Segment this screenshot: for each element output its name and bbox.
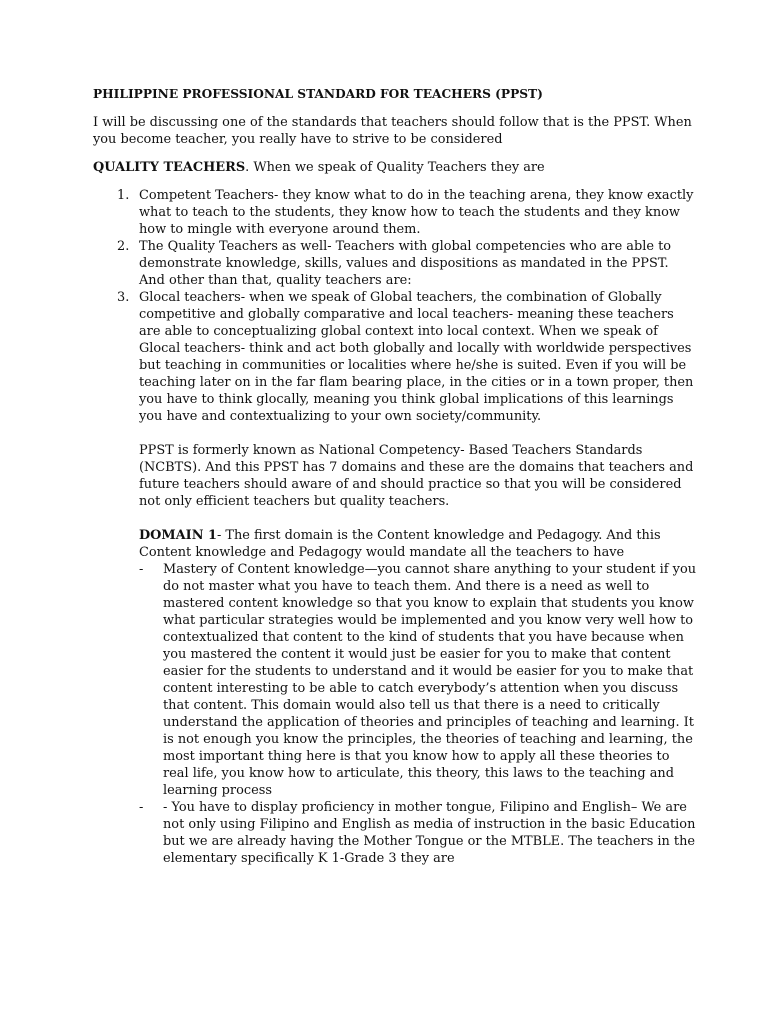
- list-item-text: Competent Teachers- they know what to do in the teaching arena, they know exactly what to teach to the students, they know how to teach the students and they know how to mingle with everyone around them.: [139, 188, 694, 237]
- quality-teachers-line: [93, 159, 698, 176]
- spacer: [139, 510, 698, 527]
- list-item-text: Glocal teachers- when we speak of Global teachers, the combination of Globally competitive and globally comparative and local teachers- meaning these teachers are able to conceptualizing global context into local context. When we speak of: [139, 290, 674, 339]
- bullet-text: Mastery of Content knowledge—you cannot share anything to your student if you do not master what you have to teach them. And there is a need as well to mastered content knowledge so that you know to explain that students you know what particular strategies would be implemented and you know very well how to contextualized that content to the kind of students that you have because when you mastered the content it would just be easier for you to make that content easier for the students to understand and it would be easier for you to make that content interesting to be able to catch everybody’s attention when you discuss that content. This domain would also tell us that there is a need to critically understand the application of theories and principles of teaching and learning. It is not enough you know the principles, the theories of teaching and learning, the most important thing here is that you know how to apply all these theories to real life, you know how to articulate, this theory, this laws to the teaching and learning process: [163, 562, 697, 798]
- bullet-dash: -: [139, 562, 144, 577]
- list-item: [93, 238, 698, 289]
- list-item-number: 2.: [117, 239, 130, 254]
- list-item: [93, 289, 698, 867]
- quality-teachers-list: [93, 187, 698, 867]
- spacer: [139, 425, 698, 442]
- glocal-paragraph: Glocal teachers- think and act both globally and locally with worldwide perspectives but teaching in communities or localities where he/she is suited. Even if you will be teaching later on in the far flam bearing place, in the cities or in a town proper, then you have to think glocally, meaning you think global implications of this learnings you have and contextualizing to your own society/community.: [139, 341, 694, 424]
- domain-1-heading: DOMAIN 1: [139, 528, 217, 543]
- list-item-text: The Quality Teachers as well- Teachers with global competencies who are able to demonstrate knowledge, skills, values and dispositions as mandated in the PPST. And other than that, quality teachers are:: [139, 239, 672, 288]
- quality-teachers-heading: QUALITY TEACHERS: [93, 160, 246, 175]
- ppst-paragraph: PPST is formerly known as National Competency- Based Teachers Standards (NCBTS). And this PPST has 7 domains and these are the domains that teachers and future teachers should aware of and should practice so that you will be considered not only efficient teachers but quality teachers.: [139, 443, 694, 509]
- bullet-item: [139, 799, 698, 867]
- list-item: [93, 187, 698, 238]
- domain-1-paragraph: [139, 527, 698, 561]
- bullet-item: [139, 561, 698, 799]
- document-title: PHILIPPINE PROFESSIONAL STANDARD FOR TEACHERS (PPST): [93, 87, 543, 101]
- intro-paragraph: I will be discussing one of the standards that teachers should follow that is the PPST. When you become teacher, you really have to strive to be considered: [93, 115, 692, 147]
- domain-1-bullets: [139, 561, 698, 867]
- bullet-text: - You have to display proficiency in mother tongue, Filipino and English– We are not only using Filipino and English as media of instruction in the basic Education but we are already having the Mother Tongue or the MTBLE. The teachers in the elementary specifically K 1-Grade 3 they are: [163, 800, 696, 866]
- domain-1-text: - The first domain is the Content knowledge and Pedagogy. And this Content knowledge and Pedagogy would mandate all the teachers to have: [139, 528, 661, 560]
- bullet-dash: -: [139, 800, 144, 815]
- quality-teachers-text: . When we speak of Quality Teachers they are: [245, 160, 545, 175]
- list-item-number: 1.: [117, 188, 130, 203]
- list-item-number: 3.: [117, 290, 130, 305]
